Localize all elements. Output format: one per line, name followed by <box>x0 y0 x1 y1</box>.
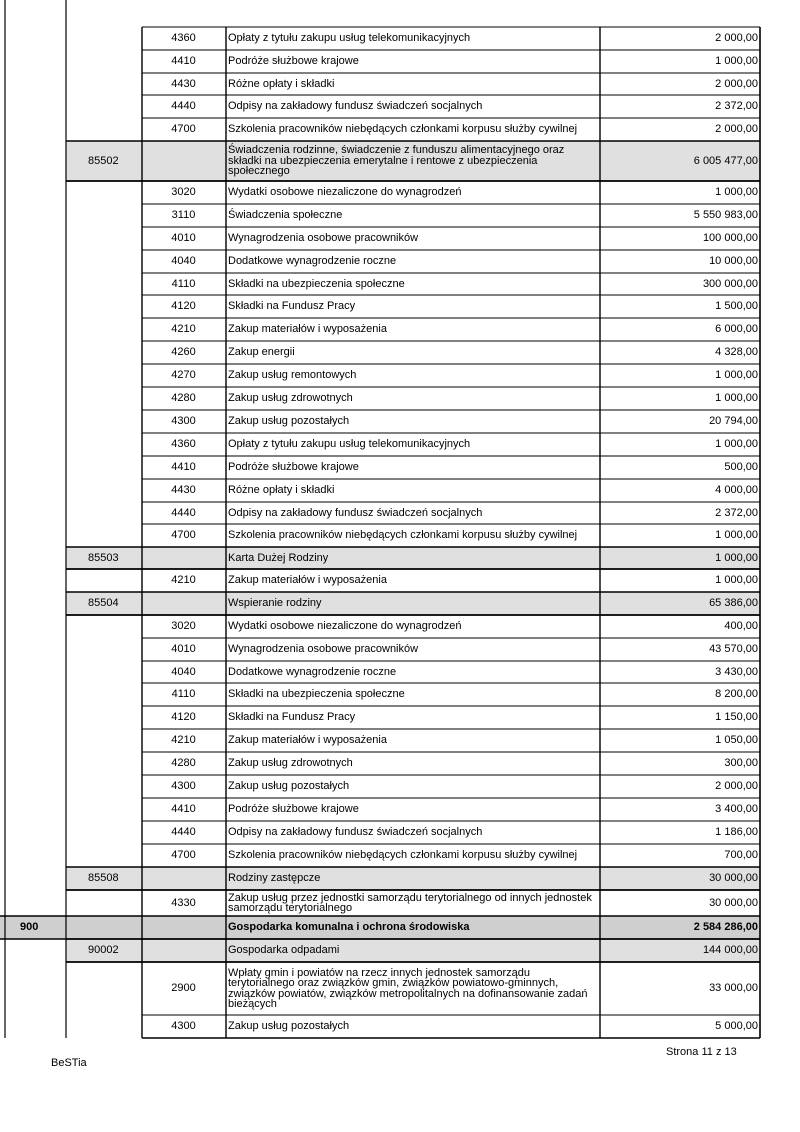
item-name-text: Zakup materiałów i wyposażenia <box>228 574 387 587</box>
item-amount <box>600 683 760 706</box>
item-name-text: Zakup energii <box>228 346 295 359</box>
paragraph-code-text: 4210 <box>171 734 196 746</box>
item-amount-text: 3 400,00 <box>715 803 758 815</box>
item-name-text: Wydatki osobowe niezaliczone do wynagrodzeń <box>228 186 462 199</box>
item-amount <box>600 867 760 890</box>
item-name-text: Wpłaty gmin i powiatów na rzecz innych jednostek samorządu terytorialnego oraz związków gmin, związków powiatowo-gminnych, związków powiatów, związków metropolitalnych na dofinansowanie zadań bieżących <box>228 966 588 1010</box>
item-amount <box>600 204 760 227</box>
paragraph-code <box>142 524 225 547</box>
item-amount <box>600 27 760 50</box>
item-amount-text: 43 570,00 <box>709 643 758 655</box>
item-name <box>226 706 599 729</box>
item-name <box>226 638 599 661</box>
item-name-text: Szkolenia pracowników niebędących członkami korpusu służby cywilnej <box>228 849 578 862</box>
paragraph-code-text: 3110 <box>171 209 196 221</box>
item-amount-text: 1 150,00 <box>715 711 758 723</box>
item-name-text: Odpisy na zakładowy fundusz świadczeń socjalnych <box>228 506 483 519</box>
item-name <box>226 502 599 524</box>
item-name <box>226 752 599 775</box>
item-amount <box>600 433 760 456</box>
paragraph-code-text: 4040 <box>171 665 196 678</box>
item-name <box>226 1015 599 1038</box>
item-name <box>226 661 599 683</box>
item-amount-text: 4 000,00 <box>715 484 758 496</box>
item-name <box>226 318 599 341</box>
table-row <box>0 181 800 204</box>
paragraph-code-text: 4430 <box>171 484 196 496</box>
table-row <box>0 1015 800 1038</box>
item-name <box>226 118 599 141</box>
item-name-text: Podróże służbowe krajowe <box>228 55 359 68</box>
table-row <box>0 250 800 273</box>
table-row <box>0 341 800 364</box>
chapter-code-text: 90002 <box>88 944 119 956</box>
paragraph-code-text: 4360 <box>171 32 196 44</box>
paragraph-code-text: 4260 <box>171 346 196 358</box>
item-name <box>226 204 599 227</box>
item-amount-text: 1 000,00 <box>715 574 758 586</box>
paragraph-code <box>142 456 225 479</box>
item-amount-text: 700,00 <box>724 849 758 861</box>
item-name <box>226 141 599 181</box>
item-name-text: Zakup materiałów i wyposażenia <box>228 734 387 747</box>
item-name-text: Świadczenia rodzinne, świadczenie z funduszu alimentacyjnego oraz składki na ubezpieczenia emerytalne i rentowe z ubezpieczenia społecznego <box>228 144 565 178</box>
paragraph-code <box>142 364 225 387</box>
item-name-text: Wynagrodzenia osobowe pracowników <box>228 643 419 656</box>
table-row <box>0 227 800 250</box>
item-amount-text: 2 000,00 <box>715 77 758 90</box>
item-name <box>226 227 599 250</box>
table-row <box>0 683 800 706</box>
item-amount <box>600 890 760 916</box>
paragraph-code <box>142 798 225 821</box>
item-name-text: Odpisy na zakładowy fundusz świadczeń socjalnych <box>228 826 483 839</box>
item-name-text: Szkolenia pracowników niebędących członkami korpusu służby cywilnej <box>228 123 578 136</box>
item-name <box>226 569 599 592</box>
item-amount-text: 1 050,00 <box>715 734 758 746</box>
table-row <box>0 752 800 775</box>
paragraph-code <box>142 479 225 502</box>
paragraph-code <box>142 118 225 141</box>
item-name-text: Zakup usług pozostałych <box>228 1020 350 1033</box>
item-amount <box>600 479 760 502</box>
item-name-text: Gospodarka odpadami <box>228 944 340 957</box>
paragraph-code-text: 4700 <box>171 529 196 541</box>
item-amount <box>600 962 760 1015</box>
table-row <box>0 661 800 683</box>
table-row <box>0 615 800 638</box>
item-amount <box>600 798 760 821</box>
chapter-code <box>66 547 142 569</box>
item-amount-text: 1 000,00 <box>715 529 758 541</box>
item-amount <box>600 729 760 752</box>
table-row <box>0 638 800 661</box>
paragraph-code-text: 4300 <box>171 415 196 427</box>
item-name <box>226 479 599 502</box>
item-amount <box>600 181 760 204</box>
division-code-text: 900 <box>20 921 39 933</box>
paragraph-code-text: 4700 <box>171 849 196 861</box>
chapter-row <box>0 867 800 890</box>
item-name <box>226 364 599 387</box>
item-amount <box>600 706 760 729</box>
paragraph-code-text: 4010 <box>171 643 196 655</box>
item-name-text: Opłaty z tytułu zakupu usług telekomunikacyjnych <box>228 438 471 451</box>
table-row <box>0 844 800 867</box>
chapter-row <box>0 547 800 569</box>
paragraph-code <box>142 752 225 775</box>
item-amount-text: 10 000,00 <box>709 255 758 267</box>
chapter-row <box>0 141 800 181</box>
paragraph-code <box>142 706 225 729</box>
chapter-code-text: 85504 <box>88 597 119 609</box>
item-amount-text: 1 000,00 <box>715 186 758 198</box>
paragraph-code <box>142 1015 225 1038</box>
item-amount-text: 2 000,00 <box>715 32 758 44</box>
item-name <box>226 456 599 479</box>
paragraph-code <box>142 683 225 706</box>
item-name-text: Wynagrodzenia osobowe pracowników <box>228 232 419 245</box>
item-name <box>226 181 599 204</box>
item-name <box>226 798 599 821</box>
item-name-text: Karta Dużej Rodziny <box>228 551 329 564</box>
table-row <box>0 775 800 798</box>
table-row <box>0 524 800 547</box>
item-name <box>226 916 599 939</box>
paragraph-code <box>142 502 225 524</box>
item-name <box>226 939 599 962</box>
division-row <box>0 916 800 939</box>
paragraph-code <box>142 73 225 95</box>
item-amount <box>600 752 760 775</box>
item-name <box>226 273 599 295</box>
item-name <box>226 683 599 706</box>
item-name-text: Gospodarka komunalna i ochrona środowiska <box>228 921 470 934</box>
table-row <box>0 73 800 95</box>
item-name <box>226 410 599 433</box>
table-row <box>0 410 800 433</box>
paragraph-code <box>142 318 225 341</box>
item-amount-text: 2 000,00 <box>715 123 758 135</box>
item-name-text: Zakup usług pozostałych <box>228 415 350 428</box>
paragraph-code <box>142 775 225 798</box>
item-name-text: Zakup usług zdrowotnych <box>228 757 353 770</box>
item-amount-text: 5 550 983,00 <box>693 209 758 221</box>
item-name <box>226 729 599 752</box>
chapter-code <box>66 939 142 962</box>
item-name <box>226 341 599 364</box>
item-name <box>226 73 599 95</box>
paragraph-code <box>142 661 225 683</box>
page-number: Strona 11 z 13 <box>666 1046 737 1058</box>
item-name-text: Dodatkowe wynagrodzenie roczne <box>228 255 397 268</box>
item-name <box>226 821 599 844</box>
table-row <box>0 821 800 844</box>
paragraph-code <box>142 638 225 661</box>
item-name-text: Zakup materiałów i wyposażenia <box>228 323 387 336</box>
paragraph-code-text: 4280 <box>171 392 196 404</box>
chapter-code-text: 85503 <box>88 551 119 564</box>
table-row <box>0 273 800 295</box>
item-amount-text: 2 372,00 <box>715 100 758 112</box>
item-amount-text: 300 000,00 <box>702 277 758 290</box>
paragraph-code-text: 4010 <box>171 232 196 244</box>
item-name <box>226 547 599 569</box>
item-name <box>226 962 599 1015</box>
item-name-text: Zakup usług remontowych <box>228 369 357 382</box>
item-amount-text: 30 000,00 <box>709 872 758 884</box>
item-amount-text: 100 000,00 <box>702 232 758 244</box>
item-amount <box>600 844 760 867</box>
item-name <box>226 775 599 798</box>
item-name-text: Zakup usług zdrowotnych <box>228 392 353 405</box>
paragraph-code-text: 4440 <box>171 826 196 838</box>
chapter-code-text: 85502 <box>88 154 119 167</box>
table-row <box>0 798 800 821</box>
item-name-text: Szkolenia pracowników niebędących członkami korpusu służby cywilnej <box>228 529 578 542</box>
paragraph-code <box>142 50 225 73</box>
item-name-text: Zakup usług pozostałych <box>228 780 350 793</box>
item-name <box>226 867 599 890</box>
paragraph-code <box>142 410 225 433</box>
table-row <box>0 27 800 50</box>
paragraph-code-text: 4210 <box>171 574 196 586</box>
item-amount-text: 1 000,00 <box>715 551 758 564</box>
paragraph-code-text: 3020 <box>171 186 196 198</box>
paragraph-code <box>142 821 225 844</box>
paragraph-code-text: 4110 <box>171 688 196 700</box>
paragraph-code <box>142 227 225 250</box>
paragraph-code <box>142 250 225 273</box>
paragraph-code-text: 4410 <box>171 55 196 67</box>
item-name <box>226 592 599 615</box>
item-name <box>226 95 599 118</box>
paragraph-code <box>142 615 225 638</box>
item-amount <box>600 387 760 410</box>
item-amount-text: 6 005 477,00 <box>693 154 758 167</box>
division-code <box>0 916 66 939</box>
item-name-text: Dodatkowe wynagrodzenie roczne <box>228 665 397 678</box>
item-amount-text: 3 430,00 <box>715 665 758 678</box>
chapter-code <box>66 867 142 890</box>
item-name <box>226 433 599 456</box>
paragraph-code <box>142 95 225 118</box>
item-amount-text: 65 386,00 <box>709 597 758 609</box>
item-amount <box>600 939 760 962</box>
item-name-text: Składki na ubezpieczenia społeczne <box>228 688 405 701</box>
table-row <box>0 204 800 227</box>
item-amount <box>600 295 760 318</box>
item-amount-text: 5 000,00 <box>715 1020 758 1032</box>
paragraph-code-text: 4280 <box>171 757 196 769</box>
item-name <box>226 890 599 916</box>
item-amount <box>600 916 760 939</box>
item-amount <box>600 364 760 387</box>
item-amount <box>600 141 760 181</box>
paragraph-code-text: 4120 <box>171 711 196 723</box>
paragraph-code-text: 4120 <box>171 300 196 312</box>
table-row <box>0 118 800 141</box>
paragraph-code-text: 2900 <box>171 982 196 994</box>
paragraph-code <box>142 181 225 204</box>
item-name <box>226 250 599 273</box>
item-amount-text: 1 500,00 <box>715 300 758 312</box>
item-name-text: Różne opłaty i składki <box>228 484 335 497</box>
item-amount <box>600 524 760 547</box>
paragraph-code <box>142 273 225 295</box>
paragraph-code-text: 3020 <box>171 620 196 632</box>
paragraph-code-text: 4110 <box>171 277 196 290</box>
item-name <box>226 615 599 638</box>
paragraph-code <box>142 844 225 867</box>
chapter-code <box>66 141 142 181</box>
chapter-code <box>66 592 142 615</box>
item-amount <box>600 638 760 661</box>
item-name-text: Podróże służbowe krajowe <box>228 803 359 816</box>
item-amount <box>600 50 760 73</box>
table-row <box>0 706 800 729</box>
item-amount-text: 1 000,00 <box>715 369 758 381</box>
chapter-code-text: 85508 <box>88 872 119 884</box>
item-amount <box>600 410 760 433</box>
paragraph-code <box>142 569 225 592</box>
table-row <box>0 729 800 752</box>
item-amount-text: 6 000,00 <box>715 323 758 335</box>
item-amount-text: 1 000,00 <box>715 55 758 67</box>
item-name-text: Składki na ubezpieczenia społeczne <box>228 277 405 290</box>
paragraph-code <box>142 729 225 752</box>
paragraph-code-text: 4330 <box>171 896 196 909</box>
paragraph-code <box>142 295 225 318</box>
paragraph-code <box>142 962 225 1015</box>
item-name-text: Opłaty z tytułu zakupu usług telekomunikacyjnych <box>228 32 471 45</box>
item-amount-text: 4 328,00 <box>715 346 758 358</box>
item-amount-text: 1 000,00 <box>715 392 758 404</box>
footer-logo-text: BeSTia <box>51 1057 87 1069</box>
item-amount <box>600 661 760 683</box>
item-name <box>226 295 599 318</box>
item-amount-text: 8 200,00 <box>715 688 758 700</box>
paragraph-code-text: 4430 <box>171 77 196 90</box>
paragraph-code-text: 4410 <box>171 803 196 815</box>
table-row <box>0 50 800 73</box>
item-name <box>226 27 599 50</box>
item-name <box>226 524 599 547</box>
item-amount-text: 400,00 <box>724 620 758 632</box>
item-amount <box>600 592 760 615</box>
table-row <box>0 95 800 118</box>
paragraph-code-text: 4210 <box>171 323 196 335</box>
item-name-text: Świadczenia społeczne <box>228 209 343 222</box>
item-amount <box>600 502 760 524</box>
table-row <box>0 433 800 456</box>
paragraph-code <box>142 341 225 364</box>
item-amount-text: 30 000,00 <box>709 896 758 909</box>
chapter-row <box>0 592 800 615</box>
item-amount <box>600 547 760 569</box>
item-amount <box>600 118 760 141</box>
item-amount <box>600 456 760 479</box>
item-amount-text: 2 584 286,00 <box>693 921 758 933</box>
paragraph-code-text: 4410 <box>171 461 196 473</box>
table-row <box>0 456 800 479</box>
paragraph-code-text: 4700 <box>171 123 196 135</box>
item-name <box>226 387 599 410</box>
item-amount <box>600 273 760 295</box>
item-amount-text: 2 372,00 <box>715 506 758 519</box>
item-amount-text: 2 000,00 <box>715 780 758 792</box>
table-row <box>0 890 800 916</box>
table-row <box>0 962 800 1015</box>
item-name-text: Wydatki osobowe niezaliczone do wynagrodzeń <box>228 620 462 633</box>
item-name-text: Odpisy na zakładowy fundusz świadczeń socjalnych <box>228 100 483 113</box>
item-amount <box>600 1015 760 1038</box>
item-amount-text: 20 794,00 <box>709 415 758 427</box>
table-row <box>0 318 800 341</box>
item-amount <box>600 341 760 364</box>
table-row <box>0 295 800 318</box>
paragraph-code <box>142 387 225 410</box>
item-amount <box>600 73 760 95</box>
paragraph-code-text: 4440 <box>171 100 196 112</box>
paragraph-code <box>142 433 225 456</box>
item-name-text: Składki na Fundusz Pracy <box>228 300 356 313</box>
item-name <box>226 50 599 73</box>
item-amount-text: 1 186,00 <box>715 826 758 838</box>
item-name-text: Różne opłaty i składki <box>228 77 335 90</box>
item-name-text: Rodziny zastępcze <box>228 872 321 885</box>
paragraph-code-text: 4300 <box>171 1020 196 1032</box>
paragraph-code <box>142 27 225 50</box>
item-name-text: Podróże służbowe krajowe <box>228 461 359 474</box>
paragraph-code-text: 4440 <box>171 506 196 519</box>
table-row <box>0 479 800 502</box>
table-row <box>0 502 800 524</box>
item-name-text: Wspieranie rodziny <box>228 597 322 610</box>
item-amount-text: 33 000,00 <box>709 982 758 994</box>
paragraph-code-text: 4270 <box>171 369 196 381</box>
table-row <box>0 387 800 410</box>
item-amount <box>600 227 760 250</box>
item-amount <box>600 775 760 798</box>
paragraph-code-text: 4040 <box>171 255 196 267</box>
item-amount <box>600 250 760 273</box>
item-amount-text: 1 000,00 <box>715 438 758 450</box>
item-amount-text: 500,00 <box>724 461 758 473</box>
item-amount <box>600 95 760 118</box>
table-row <box>0 364 800 387</box>
item-amount <box>600 821 760 844</box>
item-amount <box>600 318 760 341</box>
item-name-text: Zakup usług przez jednostki samorządu terytorialnego od innych jednostek samorządu terytorialnego <box>228 891 592 914</box>
paragraph-code <box>142 204 225 227</box>
paragraph-code <box>142 890 225 916</box>
paragraph-code-text: 4360 <box>171 438 196 450</box>
item-amount <box>600 615 760 638</box>
item-name <box>226 844 599 867</box>
table-row <box>0 569 800 592</box>
item-amount <box>600 569 760 592</box>
item-name-text: Składki na Fundusz Pracy <box>228 711 356 724</box>
paragraph-code-text: 4300 <box>171 780 196 792</box>
chapter-row <box>0 939 800 962</box>
item-amount-text: 300,00 <box>724 757 758 769</box>
item-amount-text: 144 000,00 <box>702 944 758 956</box>
